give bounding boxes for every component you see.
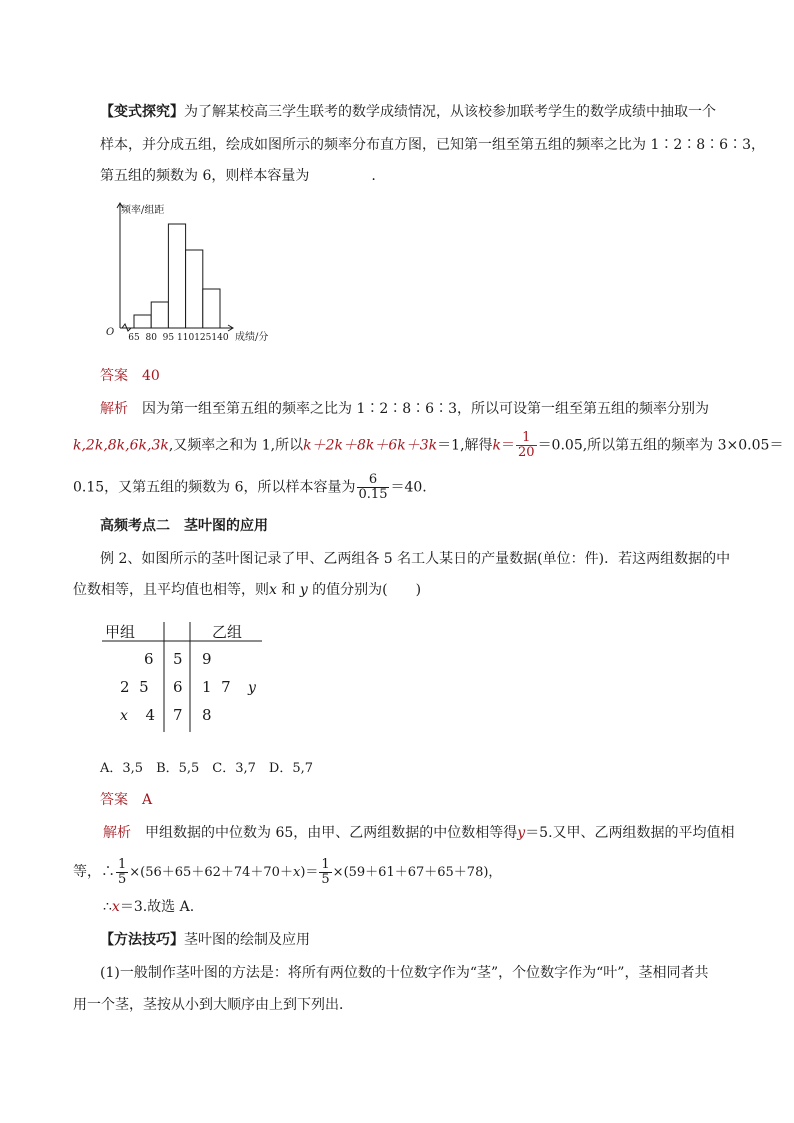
leaf-left-row-2: 2 5 <box>120 678 149 696</box>
leaf-left-row-1: 6 <box>144 650 154 668</box>
leaf-var-y: y <box>248 680 256 696</box>
leaf-right-row-1: 9 <box>202 650 212 668</box>
answer-2-value: A <box>142 792 153 808</box>
x-tick-label-110: 110 <box>177 333 195 343</box>
analysis-1-line-1: 解析 因为第一组至第五组的频率之比为 1∶2∶8∶6∶3，所以可设第一组至第五组的频率分别为 <box>100 401 709 417</box>
x-tick-label-80: 80 <box>145 333 157 343</box>
leaf-right-row-3: 8 <box>202 706 212 724</box>
origin-label: O <box>106 327 115 338</box>
analysis-2-label: 解析 <box>103 825 131 841</box>
answer-2 <box>100 790 152 810</box>
variant-tag: 【变式探究】 <box>100 104 184 120</box>
stem-header-left: 甲组 <box>105 623 136 641</box>
x-tick-label-95: 95 <box>162 333 175 343</box>
variant-line-3: 第五组的频数为 6，则样本容量为 . <box>100 168 376 184</box>
section-title: 高频考点二 茎叶图的应用 <box>100 518 268 534</box>
histogram-bar-5 <box>203 289 220 328</box>
method-tag: 【方法技巧】 <box>100 932 184 948</box>
analysis-1-line-2: k,2k,8k,6k,3k,又频率之和为 1,所以k＋2k＋8k＋6k＋3k＝1,解得k＝ $\frac{1}{20}$ ＝0.05,所以第五组的频率为 3×0.05＝ <box>73 430 784 460</box>
answer-2-label: 答案 <box>100 792 128 808</box>
x-tick-label-140: 140 <box>211 333 229 343</box>
histogram-bar-3 <box>168 224 185 328</box>
x-tick-label-65: 65 <box>128 333 140 343</box>
fraction-1-20: $\frac{1}{20}$ <box>518 430 535 460</box>
y-axis-label: 频率/组距 <box>121 205 165 216</box>
frequency-histogram <box>100 198 300 348</box>
histogram-bar-2 <box>151 302 168 328</box>
stem-header-right: 乙组 <box>212 623 243 641</box>
fraction-6-0.15: $\frac{6}{0.15}$ <box>358 472 388 502</box>
fraction-1-5-b: $\frac{1}{5}$ <box>321 857 330 887</box>
x-axis-label: 成绩/分 <box>235 332 269 343</box>
leaf-var-x: x <box>120 708 128 724</box>
histogram-bar-4 <box>186 250 203 328</box>
answer-1-label: 答案 <box>100 368 128 384</box>
histogram-bar-1 <box>134 315 151 328</box>
leaf-left-row-3: 4 <box>136 706 156 724</box>
analysis-1-line-3: 0.15，又第五组的频数为 6，所以样本容量为 $\frac{6}{0.15}$ ＝40. <box>73 472 427 502</box>
example-2-line-1: 例 2、如图所示的茎叶图记录了甲、乙两组各 5 名工人某日的产量数据(单位：件)．若这两组数据的中 <box>100 551 731 567</box>
method-line-2: 用一个茎，茎按从小到大顺序由上到下列出． <box>73 997 353 1013</box>
analysis-2-line-2: 等，∴ $\frac{1}{5}$ ×(56＋65＋62＋74＋70＋x)＝ $\frac{1}{5}$ ×(59＋61＋67＋65＋78)， <box>73 857 502 887</box>
stem-row-3: 7 <box>173 706 183 724</box>
method-heading: 【方法技巧】茎叶图的绘制及应用 <box>100 932 310 948</box>
variant-line-1: 【变式探究】为了解某校高三学生联考的数学成绩情况，从该校参加联考学生的数学成绩中抽取一个 <box>100 104 716 120</box>
analysis-2-line-1: 解析 甲组数据的中位数为 65，由甲、乙两组数据的中位数相等得y＝5.又甲、乙两组数据的平均值相 <box>103 825 735 841</box>
answer-options: A．3,5 B．5,5 C．3,7 D．5,7 <box>100 761 314 776</box>
x-tick-label-125: 125 <box>194 333 212 343</box>
analysis-2-line-3: ∴x＝3.故选 A. <box>103 899 195 915</box>
stem-row-1: 5 <box>173 650 183 668</box>
stem-leaf-plot <box>102 622 272 734</box>
leaf-right-row-2: 1 7 <box>202 678 241 696</box>
fraction-1-5-a: $\frac{1}{5}$ <box>118 857 127 887</box>
example-2-line-2: 位数相等，且平均值也相等，则x 和 y 的值分别为( ) <box>73 582 422 598</box>
stem-row-2: 6 <box>173 678 183 696</box>
method-line-1: (1)一般制作茎叶图的方法是：将所有两位数的十位数字作为“茎”，个位数字作为“叶”，茎相同者共 <box>100 965 709 981</box>
answer-1-value: 40 <box>142 368 160 384</box>
answer-1 <box>100 366 160 386</box>
analysis-1-label: 解析 <box>100 401 128 417</box>
variant-line-2: 样本，并分成五组，绘成如图所示的频率分布直方图，已知第一组至第五组的频率之比为 1∶2∶8∶6∶3， <box>100 137 765 153</box>
